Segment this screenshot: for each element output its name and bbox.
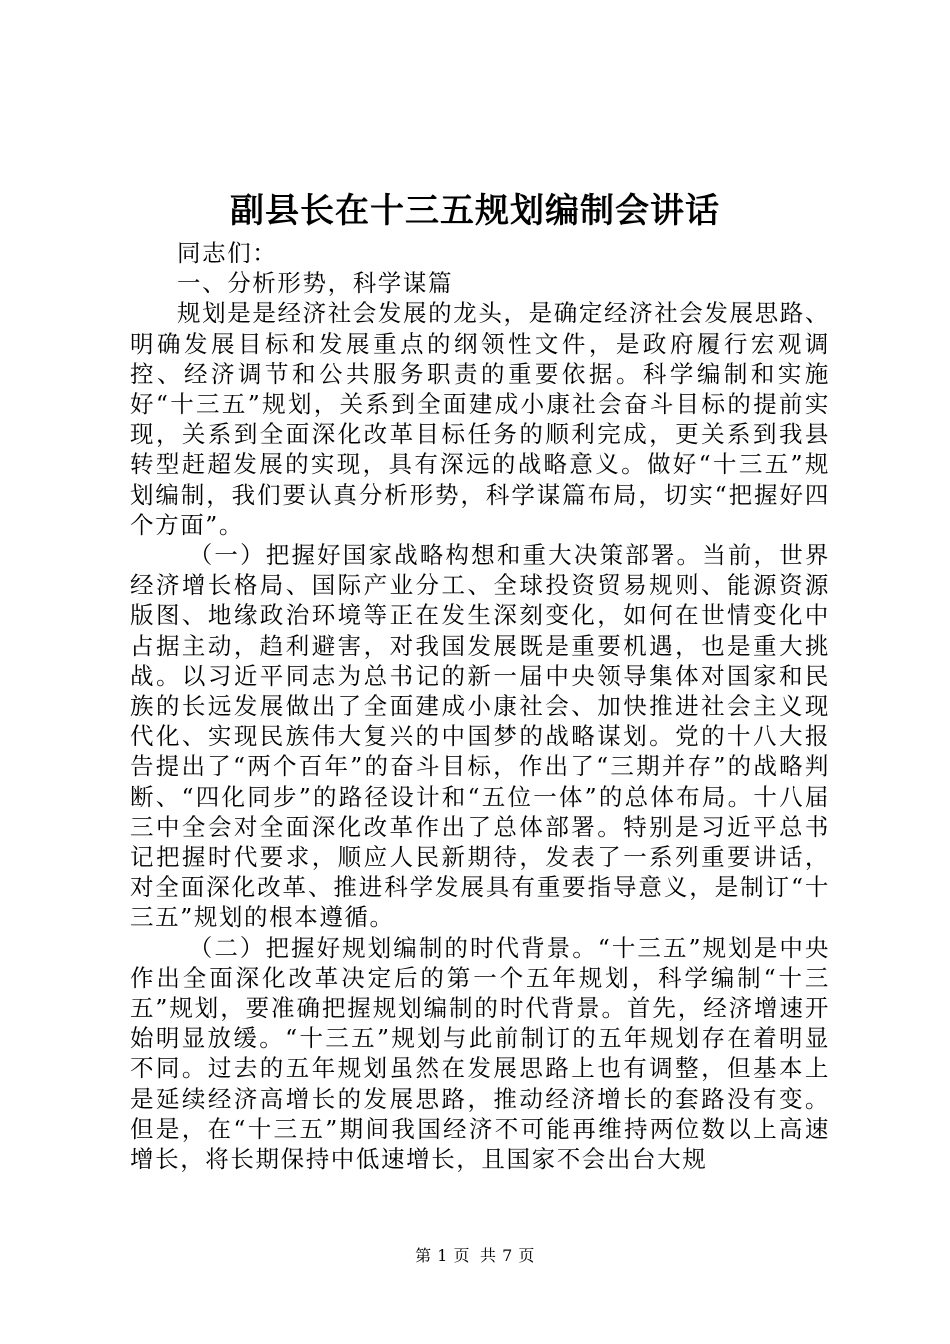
document-title: 副县长在十三五规划编制会讲话	[230, 191, 720, 231]
body-paragraph: （一）把握好国家战略构想和重大决策部署。当前，世界经济增长格局、国际产业分工、全球投资贸易规则、能源资源版图、地缘政治环境等正在发生深刻变化，如何在世情变化中占据主动，趋利避害，对我国发展既是重要机遇，也是重大挑战。以习近平同志为总书记的新一届中央领导集体对国家和民族的长远发展做出了全面建成小康社会、加快推进社会主义现代化、实现民族伟大复兴的中国梦的战略谋划。党的十八大报告提出了“两个百年”的奋斗目标，作出了“三期并存”的战略判断、“四化同步”的路径设计和“五位一体”的总体布局。十八届三中全会对全面深化改革作出了总体部署。特别是习近平总书记把握时代要求，顺应人民新期待，发表了一系列重要讲话，对全面深化改革、推进科学发展具有重要指导意义，是制订“十三五”规划的根本遵循。	[130, 541, 830, 932]
body-paragraph: 规划是是经济社会发展的龙头，是确定经济社会发展思路、明确发展目标和发展重点的纲领性文件，是政府履行宏观调控、经济调节和公共服务职责的重要依据。科学编制和实施好“十三五”规划，关系到全面建成小康社会奋斗目标的提前实现，关系到全面深化改革目标任务的顺利完成，更关系到我县转型赶超发展的实现，具有深远的战略意义。做好“十三五”规划编制，我们要认真分析形势，科学谋篇布局，切实“把握好四个方面”。	[130, 299, 830, 539]
page-footer	[0, 1245, 950, 1267]
section-heading: 一、分析形势，科学谋篇	[177, 269, 454, 298]
body-paragraph: （二）把握好规划编制的时代背景。“十三五”规划是中央作出全面深化改革决定后的第一个五年规划，科学编制“十三五”规划，要准确把握规划编制的时代背景。首先，经济增速开始明显放缓。“十三五”规划与此前制订的五年规划存在着明显不同。过去的五年规划虽然在发展思路上也有调整，但基本上是延续经济高增长的发展思路，推动经济增长的套路没有变。但是，在“十三五”期间我国经济不可能再维持两位数以上高速增长，将长期保持中低速增长，且国家不会出台大规	[130, 933, 830, 1174]
document-body	[130, 238, 830, 1174]
salutation-paragraph: 同志们：	[177, 239, 278, 267]
page-number: 第 1 页	[415, 1246, 470, 1265]
page-total: 共 7 页	[480, 1246, 535, 1265]
